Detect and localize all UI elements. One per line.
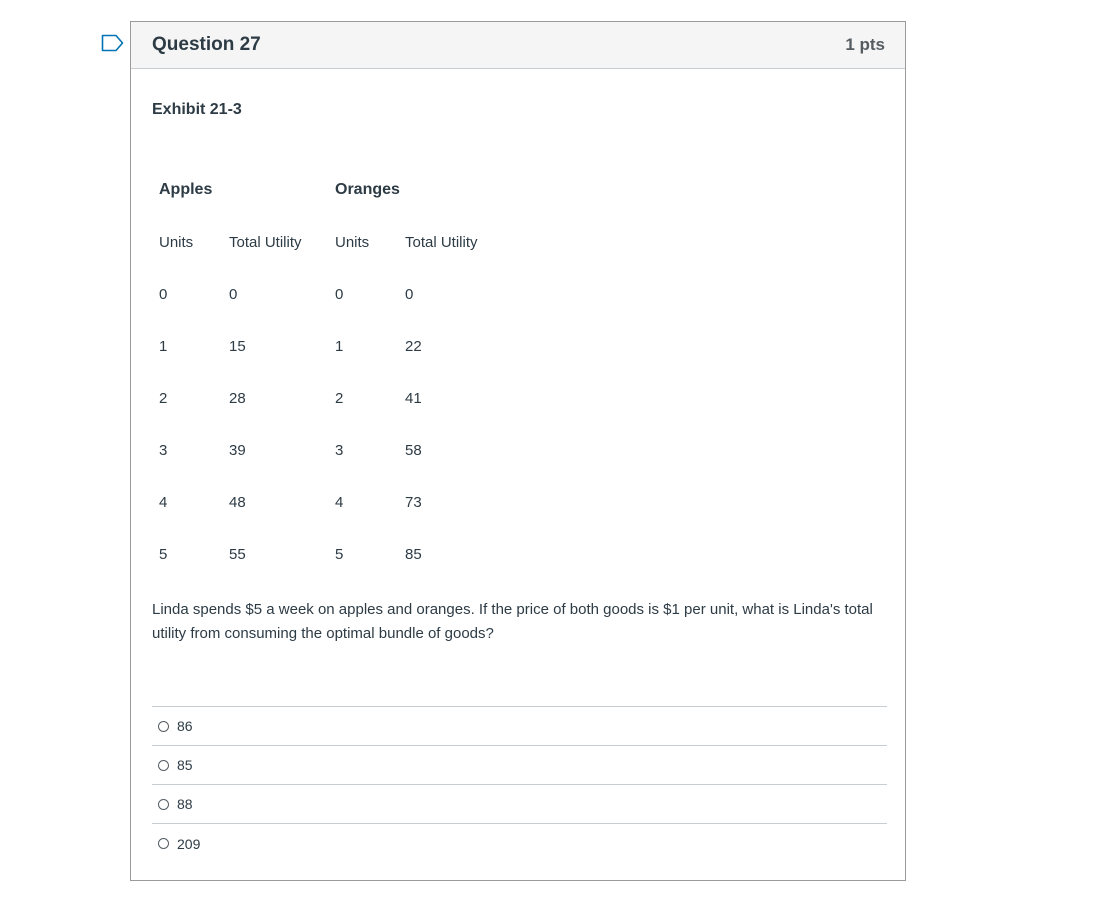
question-title: Question 27	[152, 34, 261, 55]
table-cell: 41	[405, 389, 422, 407]
answer-list	[152, 706, 887, 863]
answer-label: 86	[177, 718, 193, 734]
answer-option[interactable]	[152, 746, 887, 785]
column-header: Units	[159, 233, 194, 251]
table-row	[152, 320, 504, 372]
table-cell: 15	[229, 337, 246, 355]
table-cell: 2	[159, 389, 168, 407]
question-text: Linda spends $5 a week on apples and oranges. If the price of both goods is $1 per unit, what is Linda's total utility from consuming the optimal bundle of goods?	[152, 601, 873, 642]
table-cell: 73	[405, 493, 422, 511]
table-row	[152, 476, 504, 528]
table-cell: 22	[405, 337, 422, 355]
table-cell: 0	[405, 285, 414, 303]
table-column-header-row	[152, 216, 504, 268]
table-cell: 39	[229, 441, 246, 459]
flag-question-icon[interactable]	[101, 34, 125, 52]
answer-option[interactable]	[152, 824, 887, 863]
question-points: 1 pts	[845, 35, 885, 54]
table-cell: 55	[229, 545, 246, 563]
utility-table	[152, 164, 504, 580]
table-row	[152, 424, 504, 476]
radio-button-icon[interactable]	[158, 760, 169, 771]
table-cell: 5	[335, 545, 344, 563]
table-cell: 1	[335, 337, 344, 355]
oranges-group-label: Oranges	[335, 181, 400, 198]
table-row	[152, 268, 504, 320]
table-cell: 28	[229, 389, 246, 407]
answer-option[interactable]	[152, 707, 887, 746]
table-cell: 58	[405, 441, 422, 459]
table-cell: 1	[159, 337, 168, 355]
column-header: Total Utility	[405, 233, 478, 251]
answer-label: 88	[177, 796, 193, 812]
answer-label: 209	[177, 835, 201, 852]
table-cell: 4	[159, 493, 168, 511]
table-group-header-row	[152, 164, 504, 216]
table-cell: 48	[229, 493, 246, 511]
radio-button-icon[interactable]	[158, 838, 169, 849]
column-header: Units	[335, 233, 370, 251]
radio-button-icon[interactable]	[158, 799, 169, 810]
answer-label: 85	[177, 757, 193, 773]
table-cell: 0	[335, 285, 344, 303]
table-cell: 0	[229, 285, 238, 303]
apples-group-label: Apples	[159, 181, 213, 198]
table-row	[152, 372, 504, 424]
table-cell: 3	[335, 441, 344, 459]
table-cell: 2	[335, 389, 344, 407]
question-header	[131, 22, 905, 69]
table-cell: 85	[405, 545, 422, 563]
table-row	[152, 528, 504, 580]
column-header: Total Utility	[229, 233, 302, 251]
table-cell: 3	[159, 441, 168, 459]
question-card	[130, 21, 906, 881]
table-cell: 0	[159, 285, 168, 303]
answer-option[interactable]	[152, 785, 887, 824]
table-cell: 4	[335, 493, 344, 511]
table-cell: 5	[159, 545, 168, 563]
radio-button-icon[interactable]	[158, 721, 169, 732]
exhibit-title: Exhibit 21-3	[152, 101, 242, 118]
